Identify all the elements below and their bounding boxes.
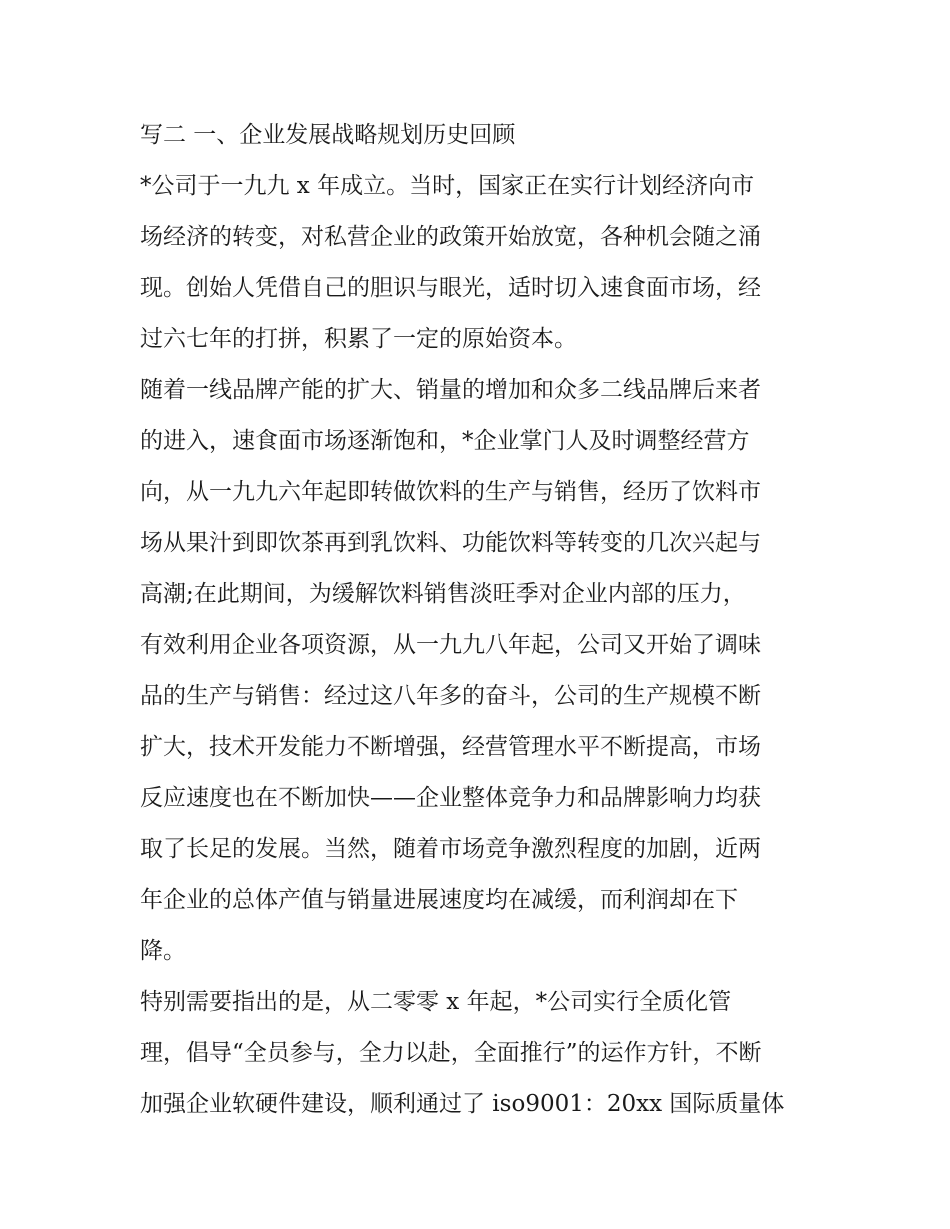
paragraph-line: 场从果汁到即饮茶再到乳饮料、功能饮料等转变的几次兴起与 xyxy=(140,530,761,556)
paragraph-line: 随着一线品牌产能的扩大、销量的增加和众多二线品牌后来者 xyxy=(140,377,761,403)
paragraph-line: 取了长足的发展。当然，随着市场竞争激烈程度的加剧，近两 xyxy=(140,836,761,862)
paragraph-line: 扩大，技术开发能力不断增强，经营管理水平不断提高，市场 xyxy=(140,734,761,760)
paragraph-line: 反应速度也在不断加快——企业整体竞争力和品牌影响力均获 xyxy=(140,785,761,811)
document-heading: 写二 一、企业发展战略规划历史回顾 xyxy=(140,122,516,148)
paragraph-line: 高潮;在此期间，为缓解饮料销售淡旺季对企业内部的压力， xyxy=(140,581,746,607)
paragraph-line: 有效利用企业各项资源，从一九九八年起，公司又开始了调味 xyxy=(140,632,761,658)
paragraph-line: 现。创始人凭借自己的胆识与眼光，适时切入速食面市场，经 xyxy=(140,275,761,301)
paragraph-line: 品的生产与销售：经过这八年多的奋斗，公司的生产规模不断 xyxy=(140,683,761,709)
paragraph-line: 过六七年的打拼，积累了一定的原始资本。 xyxy=(140,326,577,352)
paragraph-line: 降。 xyxy=(140,938,186,964)
paragraph-line: *公司于一九九 x 年成立。当时，国家正在实行计划经济向市 xyxy=(140,173,755,199)
paragraph-line: 的进入，速食面市场逐渐饱和，*企业掌门人及时调整经营方 xyxy=(140,428,750,454)
paragraph-line: 场经济的转变，对私营企业的政策开始放宽，各种机会随之涌 xyxy=(140,224,761,250)
document-body xyxy=(140,110,820,1130)
paragraph-line: 理，倡导“全员参与，全力以赴，全面推行”的运作方针，不断 xyxy=(140,1040,762,1066)
paragraph-line: 加强企业软硬件建设，顺利通过了 iso9001：20xx 国际质量体 xyxy=(140,1091,785,1117)
paragraph-line: 向，从一九九六年起即转做饮料的生产与销售，经历了饮料市 xyxy=(140,479,761,505)
paragraph-line: 特别需要指出的是，从二零零 x 年起，*公司实行全质化管 xyxy=(140,989,732,1015)
paragraph-line: 年企业的总体产值与销量进展速度均在减缓，而利润却在下 xyxy=(140,887,738,913)
